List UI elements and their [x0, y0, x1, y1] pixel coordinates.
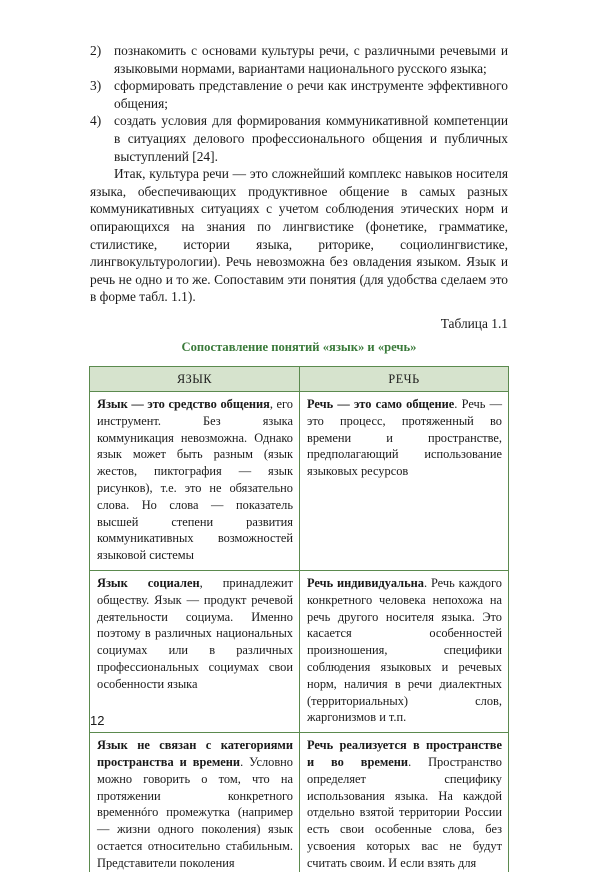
cell-term: Речь реализуется в пространстве и во времени [307, 738, 502, 770]
list-number: 4) [90, 113, 102, 129]
table-cell-language [90, 571, 300, 733]
column-header-language: ЯЗЫК [90, 367, 300, 392]
cell-term: Язык — это средство общения [97, 397, 270, 412]
table-header-row [90, 367, 509, 392]
list-item [90, 77, 508, 112]
table-cell-speech [300, 571, 509, 733]
cell-text: . Речь — это процесс, протяженный во времени и пространстве, предполагающий использование языковых ресурсов [307, 397, 503, 479]
list-number: 3) [90, 78, 102, 94]
comparison-table [89, 366, 509, 872]
cell-term: Речь индивидуальна [307, 576, 424, 591]
list-item [90, 42, 508, 77]
table-cell-language [90, 392, 300, 571]
cell-text: , его инструмент. Без языка коммуникация невозможна. Однако язык может быть разным (язык жестов, пиктография — язык рисунков), т.е. это не обязательно слова. Но слова — показатель высшей степени развития коммуникативных возможностей языковой системы [97, 397, 293, 563]
table-label: Таблица 1.1 [440, 315, 508, 331]
list-item [90, 112, 508, 165]
column-header-speech: РЕЧЬ [300, 367, 509, 392]
cell-term: Язык социален [97, 576, 200, 591]
table-row [90, 733, 509, 872]
table-title: Сопоставление понятий «язык» и «речь» [181, 339, 417, 354]
page-number: 12 [90, 713, 105, 728]
body-paragraph: Итак, культура речи — это сложнейший комплекс навыков носителя языка, обеспечивающих продуктивное общение в самых разных коммуникативных ситуациях с учетом соблюдения этических норм и опирающихся на знания по лингвистике (фонетике, грамматике, стилистике, истории языка, риторике, социолингвистике, лингвокультурологии). Речь невозможна без овладения языком. Язык и речь не одно и то же. Сопоставим эти понятия (для удобства сделаем это в форме табл. 1.1). [90, 166, 508, 305]
cell-term: Речь — это само общение [307, 397, 455, 412]
table-row [90, 571, 509, 733]
table-cell-speech [300, 733, 509, 872]
cell-text: . Условно можно говорить о том, что на протяжении конкретного временнóго промежутка (например — жизни одного поколения) язык остается относительно стабильным. Представители поколения [97, 755, 293, 870]
table-row [90, 392, 509, 571]
cell-term: Язык не связан с категориями пространства и времени [97, 738, 293, 770]
table-cell-language [90, 733, 300, 872]
cell-text: . Пространство определяет специфику использования языка. На каждой отдельно взятой территории России есть свои особенные слова, без усвоения которых вас не будут считать своим. И если взять для [307, 755, 502, 870]
list-number: 2) [90, 43, 102, 58]
page-content [90, 42, 508, 872]
list-text: познакомить с основами культуры речи, с различными речевыми и языковыми нормами, вариантами национального русского языка; [114, 43, 508, 76]
cell-text: . Речь каждого конкретного человека непохожа на речь другого носителя языка. Это касается особенностей произношения, специфики соблюдения языковых и речевых норм, наличия в речи диалектных (территориальных) слов, жаргонизмов и т.п. [307, 576, 502, 725]
list-text: сформировать представление о речи как инструменте эффективного общения; [114, 78, 508, 111]
table-cell-speech [300, 392, 509, 571]
cell-text: , принадлежит обществу. Язык — продукт речевой деятельности социума. Именно поэтому в различных национальных социумах или в различных профессиональных социумах свои особенности языка [97, 576, 293, 691]
list-text: создать условия для формирования коммуникативной компетенции в ситуациях делового профессионального общения и публичных выступлений [24]. [114, 113, 508, 164]
